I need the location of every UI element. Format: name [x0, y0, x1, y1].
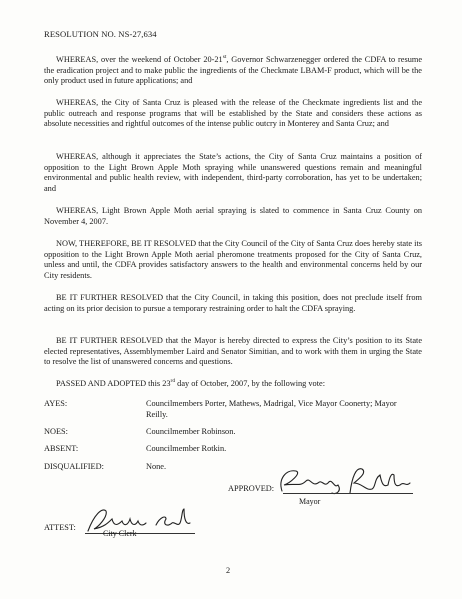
- paragraph-passed-adopted: [44, 379, 422, 390]
- clerk-signature: [84, 505, 194, 535]
- attest-label: ATTEST:: [44, 523, 76, 532]
- paragraph-text: PASSED AND ADOPTED this 23: [56, 379, 171, 388]
- mayor-caption: Mayor: [299, 497, 321, 506]
- vote-value-noes: Councilmember Robinson.: [146, 427, 236, 436]
- paragraph-text-cont: day of October, 2007, by the following vote:: [175, 379, 325, 388]
- resolution-number: RESOLUTION NO. NS-27,634: [44, 29, 157, 39]
- paragraph-text: WHEREAS, although it appreciates the State’s actions, the City of Santa Cruz maintains a position of opposition to the Light Brown Apple Moth spraying while unanswered questions remain and meaningful environmental and public health review, with independent, third-party corroboration, has yet to be undertaken; and: [44, 152, 422, 193]
- paragraph-text: NOW, THEREFORE, BE IT RESOLVED that the City Council of the City of Santa Cruz does hereby state its opposition to the Light Brown Apple Moth aerial pheromone treatments proposed for the City of Santa Cruz, unless and until, the CDFA provides satisfactory answers to the health and environmental concerns held by our City residents.: [44, 239, 422, 280]
- vote-label-absent: ABSENT:: [44, 444, 79, 453]
- paragraph-text: WHEREAS, over the weekend of October 20-21: [56, 55, 223, 64]
- vote-label-ayes: AYES:: [44, 399, 68, 408]
- approved-label: APPROVED:: [228, 484, 275, 493]
- vote-value-absent: Councilmember Rotkin.: [146, 444, 227, 453]
- ordinal-suffix: rd: [170, 378, 176, 385]
- paragraph-text-cont: , Governor Schwarzenegger ordered the CDFA to resume the eradication project and to make public the ingredients of the Checkmate LBAM-F product, which will be the only product used in future applications; and: [44, 55, 422, 86]
- paragraph-text: BE IT FURTHER RESOLVED that the City Council, in taking this position, does not preclude itself from acting on its prior decision to pursue a temporary restraining order to halt the CDFA spraying.: [44, 293, 422, 313]
- paragraph-whereas-1: [44, 55, 422, 87]
- vote-label-disqualified: DISQUALIFIED:: [44, 462, 104, 471]
- paragraph-text: WHEREAS, Light Brown Apple Moth aerial spraying is slated to commence in Santa Cruz County on November 4, 2007.: [44, 206, 422, 226]
- paragraph-further-resolved-1: [44, 293, 422, 314]
- paragraph-further-resolved-2: [44, 336, 422, 368]
- vote-value-disqualified: None.: [146, 462, 167, 471]
- paragraph-text: WHEREAS, the City of Santa Cruz is pleased with the release of the Checkmate ingredients list and the public outreach and response programs that will be established by the State and considers these actions as absolute necessities and rightful outcomes of the intense public outcry in Monterey and Santa Cruz; and: [44, 98, 422, 129]
- paragraph-resolved: [44, 239, 422, 281]
- vote-label-noes: NOES:: [44, 427, 68, 436]
- page-number: 2: [226, 566, 231, 575]
- paragraph-whereas-2: [44, 98, 422, 130]
- paragraph-text: BE IT FURTHER RESOLVED that the Mayor is hereby directed to express the City’s position to its State elected representatives, Assemblymember Laird and Senator Simitian, and to work with them in urging the State to resolve the list of unanswered concerns and questions.: [44, 336, 422, 367]
- paragraph-whereas-3: [44, 152, 422, 194]
- approved-signature-line: [283, 493, 413, 494]
- ordinal-suffix: st: [222, 54, 227, 61]
- attest-signature-line: [85, 533, 195, 534]
- clerk-caption: City Clerk: [103, 529, 137, 538]
- vote-value-ayes: Councilmembers Porter, Mathews, Madrigal, Vice Mayor Coonerty; Mayor Reilly.: [146, 399, 397, 419]
- paragraph-whereas-4: [44, 206, 422, 227]
